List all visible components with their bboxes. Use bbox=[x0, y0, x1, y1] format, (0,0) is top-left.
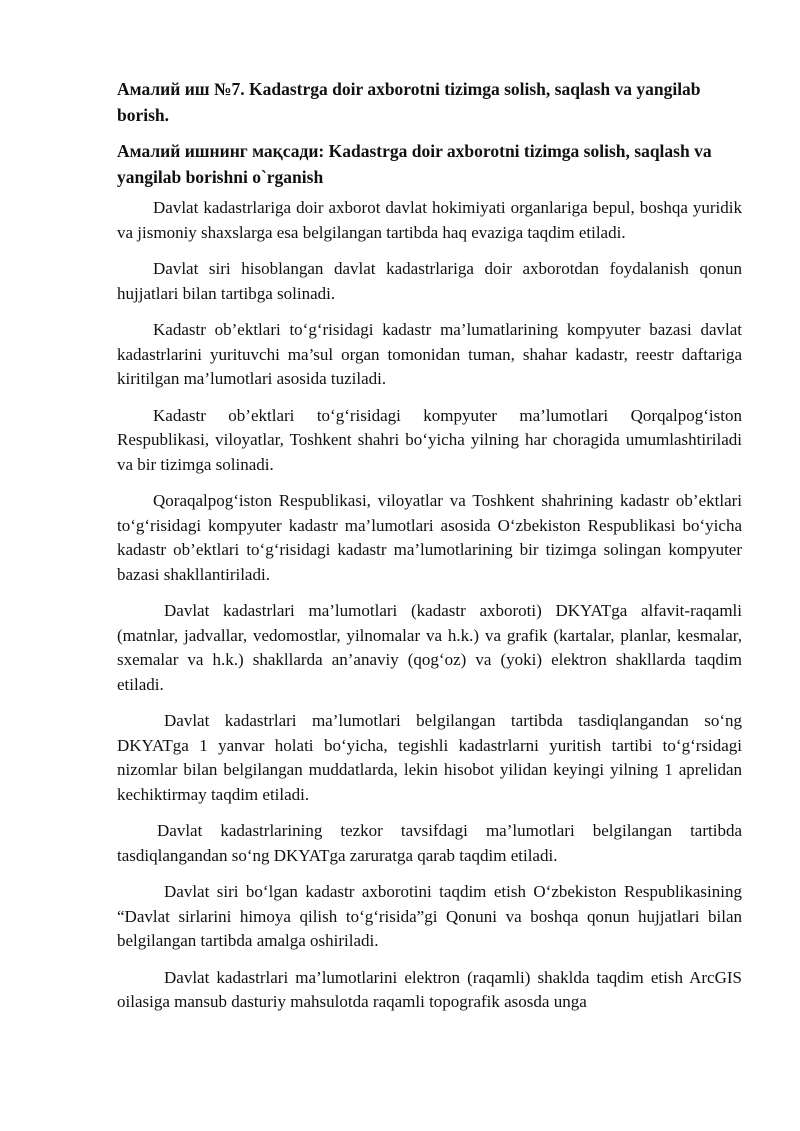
paragraph-9: Davlat siri bo‘lgan kadastr axborotini taqdim etish O‘zbekiston Respublikasining “Davlat sirlarini himoya qilish to‘g‘risida”gi Qonuni va boshqa qonun hujjatlari bilan belgilangan tartibda amalga oshiriladi. bbox=[117, 882, 742, 950]
paragraph-7: Davlat kadastrlari ma’lumotlari belgilangan tartibda tasdiqlangandan so‘ng DKYATga 1 yanvar holati bo‘yicha, tegishli kadastrlarni yuritish tartibi to‘g‘rsidagi nizomlar bilan belgilangan muddatlarda, lekin hisobot yilidan keyingi yilning 1 aprelidan kechiktirmay taqdim etiladi. bbox=[117, 711, 742, 804]
document-title: Амалий иш №7. Kadastrga doir axborotni tizimga solish, saqlash va yangilab borish. bbox=[117, 79, 701, 125]
paragraph-1: Davlat kadastrlariga doir axborot davlat hokimiyati organlariga bepul, boshqa yuridik va jismoniy shaxslarga esa belgilangan tartibda haq evaziga taqdim etiladi. bbox=[117, 198, 742, 242]
paragraph-2: Davlat siri hisoblangan davlat kadastrlariga doir axborotdan foydalanish qonun hujjatlari bilan tartibga solinadi. bbox=[117, 259, 742, 303]
paragraph-4: Kadastr ob’ektlari to‘g‘risidagi kompyuter ma’lumotlari Qorqalpog‘iston Respublikasi, viloyatlar, Toshkent shahri bo‘yicha yilning har choragida umumlashtiriladi va bir tizimga solinadi. bbox=[117, 405, 742, 474]
paragraph-10: Davlat kadastrlari ma’lumotlarini elektron (raqamli) shaklda taqdim etish ArcGIS oilasiga mansub dasturiy mahsulotda raqamli topografik asosda unga bbox=[117, 967, 742, 1011]
paragraph-3: Kadastr ob’ektlari to‘g‘risidagi kadastr ma’lumatlarining kompyuter bazasi davlat kadastrlarini yurituvchi ma’sul organ tomonidan tuman, shahar kadastr, reestr daftariga kiritilgan ma’lumotlari asosida tuziladi. bbox=[117, 320, 742, 388]
paragraph-8: Davlat kadastrlarining tezkor tavsifdagi ma’lumotlari belgilangan tartibda tasdiqlangandan so‘ng DKYATga zaruratga qarab taqdim etiladi. bbox=[117, 821, 742, 865]
paragraph-6: Davlat kadastrlari ma’lumotlari (kadastr axboroti) DKYATga alfavit-raqamli (matnlar, jadvallar, vedomostlar, yilnomalar va h.k.) va grafik (kartalar, planlar, kesmalar, sxemalar va h.k.) shakllarda an’anaviy (qog‘oz) va (yoki) elektron shakllarda taqdim etiladi. bbox=[117, 601, 742, 694]
document-page bbox=[117, 76, 742, 1027]
document-goal: Амалий ишнинг мақсади: Kadastrga doir axborotni tizimga solish, saqlash va yangilab borishni o`rganish bbox=[117, 141, 712, 187]
paragraph-5: Qoraqalpog‘iston Respublikasi, viloyatlar va Toshkent shahrining kadastr ob’ektlari to‘g‘risidagi kompyuter kadastr ma’lumotlari asosida O‘zbekiston Respublikasi bo‘yicha kadastr ob’ektlari to‘g‘risidagi kadastr ma’lumotlarining bir tizimga solingan kompyuter bazasi shakllantiriladi. bbox=[117, 491, 742, 584]
